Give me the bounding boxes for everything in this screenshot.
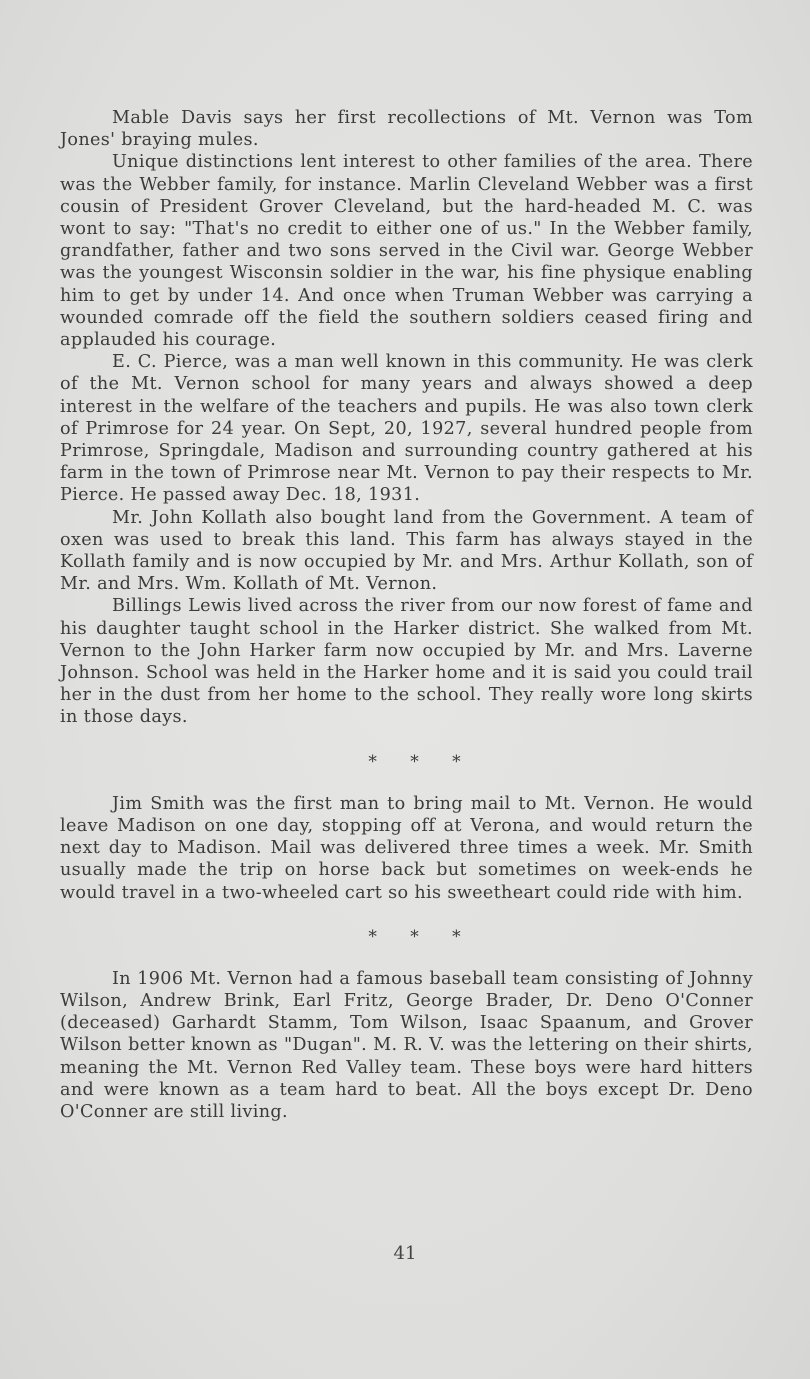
paragraph-ec-pierce: E. C. Pierce, was a man well known in this community. He was clerk of the Mt. Vernon school for many years and always showed a deep interest in the welfare of the teachers and pupils. He was also town clerk of Primrose for 24 year. On Sept, 20, 1927, several hundred people from Primrose, Springdale, Madison and surrounding country gathered at his farm in the town of Primrose near Mt. Vernon to pay their respects to Mr. Pierce. He passed away Dec. 18, 1931.	[60, 352, 753, 506]
paragraph-kollath: Mr. John Kollath also bought land from the Government. A team of oxen was used to break this land. This farm has always stayed in the Kollath family and is now occupied by Mr. and Mrs. Arthur Kollath, son of Mr. and Mrs. Wm. Kollath of Mt. Vernon.	[60, 507, 753, 595]
page-number: 41	[393, 1243, 417, 1264]
page-body	[60, 107, 753, 1123]
section-separator: * * *	[368, 751, 461, 772]
paragraph-mable-davis: Mable Davis says her first recollections of Mt. Vernon was Tom Jones' braying mules.	[60, 108, 753, 151]
paragraph-billings-lewis: Billings Lewis lived across the river from our now forest of fame and his daughter taught school in the Harker district. She walked from Mt. Vernon to the John Harker farm now occupied by Mr. and Mrs. Laverne Johnson. School was held in the Harker home and it is said you could trail her in the dust from her home to the school. They really wore long skirts in those days.	[60, 596, 753, 728]
paragraph-webber-family: Unique distinctions lent interest to other families of the area. There was the Webber family, for instance. Marlin Cleveland Webber was a first cousin of President Grover Cleveland, but the hard-headed M. C. was wont to say: "That's no credit to either one of us." In the Webber family, grandfather, father and two sons served in the Civil war. George Webber was the youngest Wisconsin soldier in the war, his fine physique enabling him to get by under 14. And once when Truman Webber was carrying a wounded comrade off the field the southern soldiers ceased firing and applauded his courage.	[60, 152, 753, 351]
section-separator: * * *	[368, 926, 461, 947]
paragraph-jim-smith: Jim Smith was the first man to bring mail to Mt. Vernon. He would leave Madison on one day, stopping off at Verona, and would return the next day to Madison. Mail was delivered three times a week. Mr. Smith usually made the trip on horse back but sometimes on week-ends he would travel in a two-wheeled cart so his sweetheart could ride with him.	[60, 793, 753, 903]
paragraph-baseball-team: In 1906 Mt. Vernon had a famous baseball team consisting of Johnny Wilson, Andrew Brink, Earl Fritz, George Brader, Dr. Deno O'Conner (deceased) Garhardt Stamm, Tom Wilson, Isaac Spaanum, and Grover Wilson better known as "Dugan". M. R. V. was the lettering on their shirts, meaning the Mt. Vernon Red Valley team. These boys were hard hitters and were known as a team hard to beat. All the boys except Dr. Deno O'Conner are still living.	[60, 968, 753, 1122]
